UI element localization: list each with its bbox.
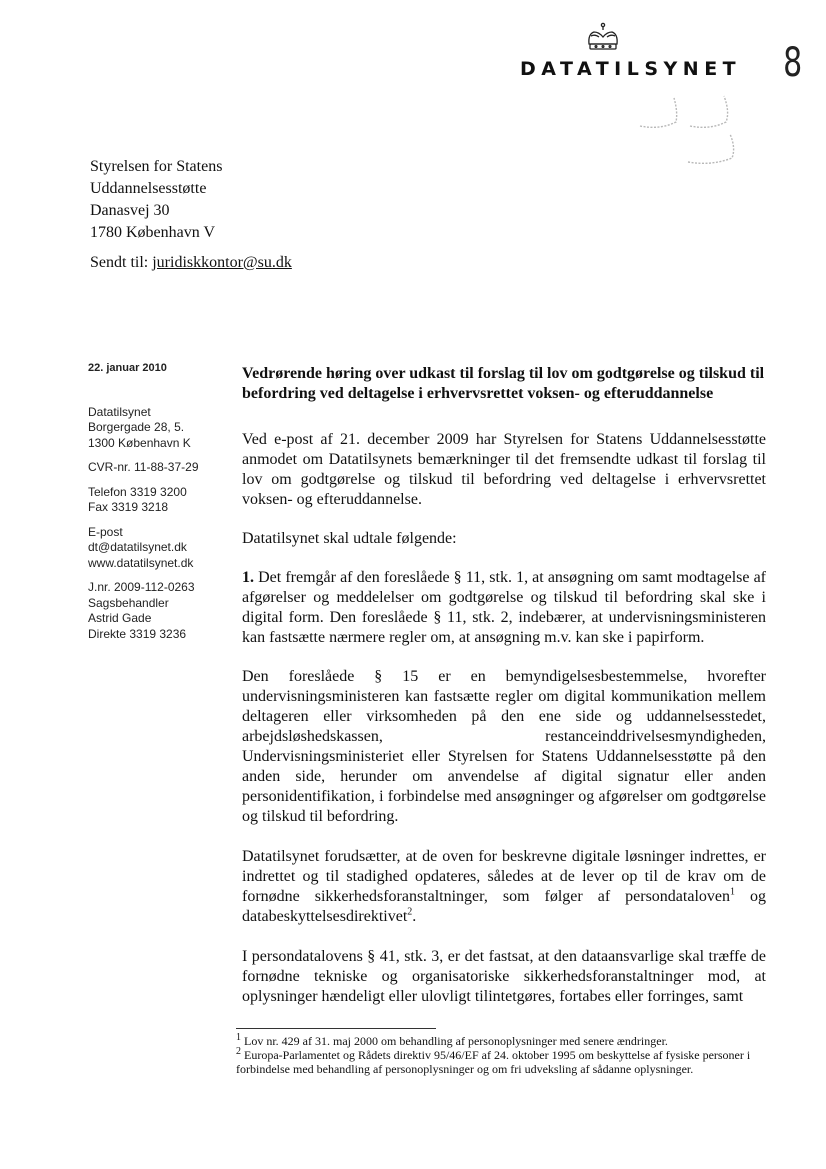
contact-block: [88, 525, 238, 572]
footnote-text: Europa-Parlamentet og Rådets direktiv 95/46/EF af 24. oktober 1995 om beskyttelse af fysiske personer i forbindelse med behandling af personoplysninger og om fri udveksling af sådanne oplysninger.: [236, 1048, 751, 1076]
cvr-number: CVR-nr. 11-88-37-29: [88, 460, 199, 474]
sent-to-line: [90, 254, 292, 272]
crown-logo-icon: [583, 22, 623, 52]
paragraph: [242, 568, 766, 648]
paragraph-text: og databeskyttelsesdirektivet: [242, 888, 766, 925]
sender-sidebar: [88, 361, 238, 651]
paragraph-text: Datatilsynet forudsætter, at de oven for beskrevne digitale løsninger indrettes, er indrettet og til stadighed opdateres, således at de lever op til de krav om de fornødne sikkerhedsforanstaltninger, som følger af persondataloven: [242, 848, 766, 905]
sender-line: Datatilsynet: [88, 404, 151, 419]
paragraph: [242, 847, 766, 927]
footnote-text: Lov nr. 429 af 31. maj 2000 om behandling af personoplysninger med senere ændringer.: [241, 1034, 668, 1048]
footnote-divider: [236, 1028, 436, 1029]
received-stamp-mark-icon: [630, 92, 750, 172]
phone-line: Telefon 3319 3200: [88, 484, 187, 499]
cvr-block: [88, 460, 238, 476]
letter-subject: Vedrørende høring over udkast til forslag til lov om godtgørelse og tilskud til befordring ved deltagelse i erhvervsrettet voksen- og efteruddannelse: [242, 365, 765, 402]
footnote-ref[interactable]: 2: [407, 906, 413, 918]
email-address[interactable]: dt@datatilsynet.dk: [88, 540, 187, 554]
case-block: [88, 580, 238, 642]
recipient-line: Uddannelsesstøtte: [90, 180, 207, 197]
phone-block: [88, 485, 238, 516]
email-label: E-post: [88, 524, 123, 539]
paragraph-text: Det fremgår af den foreslåede § 11, stk. 1, at ansøgning om samt modtagelse af afgørelser og meddelelser om godtgørelse og tilskud til befordring skal ske i digital form. Den foreslåede § 11, stk. 2, indebærer, at undervisningsministeren kan fastsætte nærmere regler om, at ansøgning m.v. kan ske i papirform.: [242, 569, 766, 646]
footnote: [236, 1048, 766, 1076]
sender-line: 1300 København K: [88, 435, 191, 450]
recipient-address: [90, 156, 222, 244]
case-handler-label: Sagsbehandler: [88, 595, 169, 610]
case-number: J.nr. 2009-112-0263: [88, 580, 195, 594]
sender-line: Borgergade 28, 5.: [88, 420, 185, 434]
letter-body: [242, 364, 766, 1026]
logo-text: DATATILSYNET: [520, 58, 742, 80]
sent-to-label: Sendt til:: [90, 254, 153, 271]
paragraph: I persondatalovens § 41, stk. 3, er det fastsat, at den dataansvarlige skal træffe de fornødne tekniske og organisatoriske sikkerhedsforanstaltninger mod, at oplysninger hændeligt eller ulovligt tilintetgøres, fortabes eller forringes, samt: [242, 948, 766, 1005]
fax-line: Fax 3319 3218: [88, 500, 169, 514]
recipient-line: Styrelsen for Statens: [90, 158, 223, 175]
sender-address: [88, 405, 238, 452]
recipient-line: 1780 København V: [90, 224, 216, 241]
handwritten-page-number: 8: [783, 40, 803, 86]
recipient-line: Danasvej 30: [90, 202, 170, 219]
section-number: 1.: [242, 569, 254, 586]
letter-date: 22. januar 2010: [88, 362, 167, 374]
website-link[interactable]: www.datatilsynet.dk: [88, 555, 194, 570]
footnotes: [236, 1034, 766, 1076]
recipient-email-link[interactable]: juridiskkontor@su.dk: [152, 254, 292, 271]
paragraph: Ved e-post af 21. december 2009 har Styrelsen for Statens Uddannelsesstøtte anmodet om Datatilsynets bemærkninger til det fremsendte udkast til forslag til lov om godtgørelse og tilskud til befordring ved deltagelse i erhvervsrettet voksen- og efteruddannelse.: [242, 431, 766, 508]
footnote-ref[interactable]: 1: [730, 886, 735, 898]
footnote-number: 2: [236, 1046, 241, 1057]
paragraph-text: .: [412, 908, 417, 925]
footnote-number: 1: [236, 1032, 241, 1043]
paragraph: Datatilsynet skal udtale følgende:: [242, 530, 457, 547]
direct-phone: Direkte 3319 3236: [88, 626, 187, 641]
case-handler-name: Astrid Gade: [88, 611, 152, 625]
paragraph: Den foreslåede § 15 er en bemyndigelsesbestemmelse, hvorefter undervisningsministeren kan fastsætte regler om digital kommunikation mellem deltageren eller virksomheden på den ene side og uddannelsesstedet, arbejdsløshedskassen, restanceinddrivelsesmyndigheden, Undervisningsministeriet eller Styrelsen for Statens Uddannelsesstøtte på den anden side, herunder om anvendelse af digital signatur eller anden personidentifikation, i forbindelse med ansøgninger og afgørelser om godtgørelse og tilskud til befordring.: [242, 668, 766, 825]
footnote: [236, 1034, 766, 1048]
